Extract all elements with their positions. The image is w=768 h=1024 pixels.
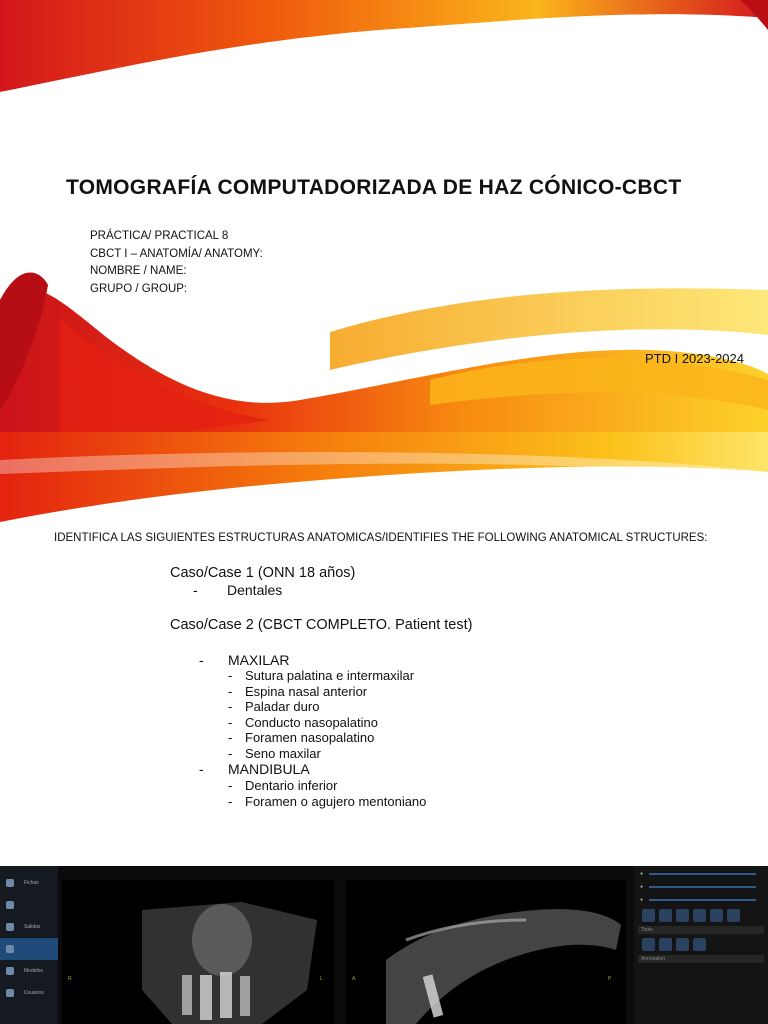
slide-title: TOMOGRAFÍA COMPUTADORIZADA DE HAZ CÓNICO-CBCT bbox=[66, 176, 682, 199]
crop-icon[interactable] bbox=[693, 909, 706, 922]
viewer-sidebar bbox=[0, 866, 58, 1024]
list-item: - Seno maxilar bbox=[228, 745, 321, 761]
cbct-viewer-slide bbox=[0, 866, 768, 1024]
headphones-icon bbox=[6, 967, 14, 975]
sidebar-item[interactable] bbox=[0, 894, 58, 916]
top-swoosh-graphic bbox=[0, 432, 768, 527]
pen-icon[interactable] bbox=[642, 938, 655, 951]
tools-section[interactable]: Tools bbox=[638, 926, 764, 934]
practical-number: PRÁCTICA/ PRACTICAL 8 bbox=[90, 230, 229, 242]
layout-icon[interactable] bbox=[727, 909, 740, 922]
sagittal-view[interactable]: A P bbox=[346, 880, 626, 1024]
sidebar-item[interactable]: Salidas bbox=[0, 916, 58, 938]
list-item: - Sutura palatina e intermaxilar bbox=[228, 668, 415, 683]
maxilar-heading: - MAXILAR bbox=[199, 652, 290, 668]
name-line: NOMBRE / NAME: bbox=[90, 265, 187, 277]
globe-icon bbox=[6, 945, 14, 953]
window-icon[interactable] bbox=[710, 909, 723, 922]
coronal-scan-image bbox=[62, 880, 334, 1024]
course-year: PTD I 2023-2024 bbox=[644, 351, 744, 366]
folder-icon bbox=[6, 989, 14, 997]
list-item: - Conducto nasopalatino bbox=[228, 714, 378, 730]
arrow-icon[interactable] bbox=[676, 938, 689, 951]
title-slide bbox=[0, 0, 768, 432]
text-icon[interactable] bbox=[659, 938, 672, 951]
sagittal-scan-image bbox=[346, 880, 626, 1024]
tool-buttons bbox=[642, 909, 760, 922]
case1-item: - Dentales bbox=[193, 582, 283, 598]
mail-icon bbox=[6, 901, 14, 909]
case1-label: Caso/Case 1 (ONN 18 años) bbox=[170, 565, 356, 581]
list-item: - Foramen o agujero mentoniano bbox=[228, 793, 427, 809]
maxilar-list bbox=[228, 668, 414, 761]
sidebar-item[interactable] bbox=[0, 938, 58, 960]
zoom-icon[interactable] bbox=[642, 909, 655, 922]
bottom-swoosh-graphic bbox=[0, 0, 768, 432]
group-line: GRUPO / GROUP: bbox=[90, 282, 188, 295]
mandibula-list bbox=[228, 778, 426, 809]
coronal-view[interactable]: R L bbox=[62, 880, 334, 1024]
user-icon bbox=[6, 879, 14, 887]
list-item: - Paladar duro bbox=[228, 699, 320, 714]
anatomy-line: CBCT I – ANATOMÍA/ ANATOMY: bbox=[90, 247, 263, 260]
annotation-section[interactable]: Annotation bbox=[638, 955, 764, 963]
brightness-slider[interactable]: ● bbox=[640, 868, 762, 879]
case2-label: Caso/Case 2 (CBCT COMPLETO. Patient test) bbox=[170, 617, 473, 633]
viewer-toolbar bbox=[60, 866, 632, 878]
sidebar-item[interactable]: Modelos bbox=[0, 960, 58, 982]
practical-info bbox=[90, 228, 263, 298]
pan-icon[interactable] bbox=[659, 909, 672, 922]
contrast-slider[interactable]: ● bbox=[640, 881, 762, 892]
sidebar-item[interactable]: Fichas bbox=[0, 872, 58, 894]
list-item: - Espina nasal anterior bbox=[228, 683, 368, 699]
sidebar-item[interactable]: Usuarios bbox=[0, 982, 58, 1004]
gamma-slider[interactable]: ● bbox=[640, 894, 762, 905]
list-item: - Foramen nasopalatino bbox=[228, 730, 375, 745]
angle-icon[interactable] bbox=[693, 938, 706, 951]
viewer-controls-panel bbox=[634, 866, 768, 1024]
instruction-text: IDENTIFICA LAS SIGUIENTES ESTRUCTURAS ANATOMICAS/IDENTIFIES THE FOLLOWING ANATOMICAL STRUCTURES: bbox=[54, 532, 708, 544]
heart-icon bbox=[6, 923, 14, 931]
list-item: - Dentario inferior bbox=[228, 778, 338, 793]
measure-icon[interactable] bbox=[676, 909, 689, 922]
annotation-buttons bbox=[642, 938, 760, 951]
mandibula-heading: - MANDIBULA bbox=[199, 761, 310, 777]
structures-slide bbox=[0, 432, 768, 866]
